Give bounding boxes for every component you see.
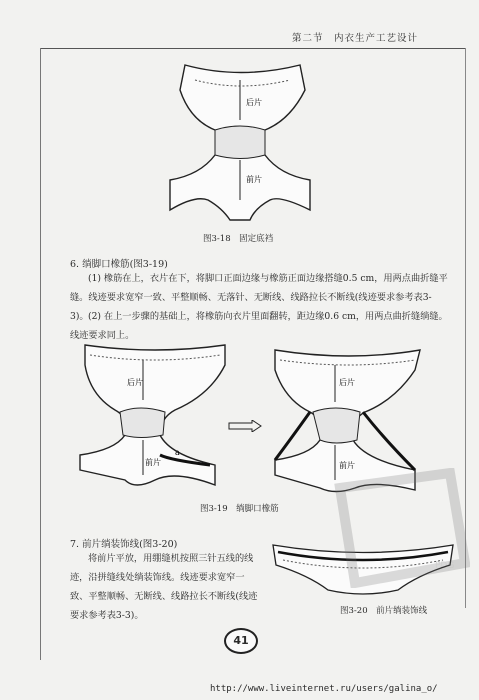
running-header: 第二节 内衣生产工艺设计 <box>292 33 419 44</box>
section-7-title: 7. 前片绱装饰线(图3-20) <box>70 539 178 550</box>
fig18-front-label: 前片 <box>246 175 262 184</box>
fig19-left-front-label: 前片 <box>145 458 161 467</box>
stamp-label: PDG <box>435 561 455 571</box>
page-number: 41 <box>224 628 258 654</box>
figure-3-18 <box>160 60 320 228</box>
fig19-marker-a: a <box>175 448 180 457</box>
fig19-right-front-label: 前片 <box>339 461 355 470</box>
fig18-back-label: 后片 <box>246 98 262 107</box>
section-7-para-1: 将前片平放，用绷缝机按照三针五线的线迹，沿拼缝线处绱装饰线。线迹要求宽窄一致、平整顺畅、无断线、线路拉长不断线(线迹要求参考表3-3)。 <box>70 553 258 621</box>
fig19-caption: 图3-19 绱脚口橡筋 <box>200 504 279 514</box>
fig19-right-back-label: 后片 <box>339 378 355 387</box>
watermark-stamp <box>330 468 470 588</box>
section-6-para-2: (2) 在上一步骤的基础上，将橡筋向衣片里面翻转，距边缘0.6 cm，用两点曲折缝绱缝。线迹要求同上。 <box>70 311 448 341</box>
section-6-para-1: (1) 橡筋在上，衣片在下，将脚口正面边缘与橡筋正面边缘搭缝0.5 cm，用两点曲折缝平缝。线迹要求宽窄一致、平整顺畅、无落针、无断线、线路拉长不断线(线迹要求参考表3-3)。 <box>70 273 448 322</box>
right-arrow-icon <box>228 420 262 432</box>
section-6-title: 6. 绱脚口橡筋(图3-19) <box>70 259 168 270</box>
fig18-caption: 图3-18 固定底裆 <box>203 234 274 244</box>
fig19-left-back-label: 后片 <box>127 378 143 387</box>
header-rule <box>40 48 465 49</box>
footer-url[interactable]: http://www.liveinternet.ru/users/galina_o/ <box>210 684 438 694</box>
left-margin-rule <box>40 48 41 660</box>
figure-3-19-left <box>75 340 235 490</box>
fig20-caption: 图3-20 前片绱装饰线 <box>340 606 428 616</box>
